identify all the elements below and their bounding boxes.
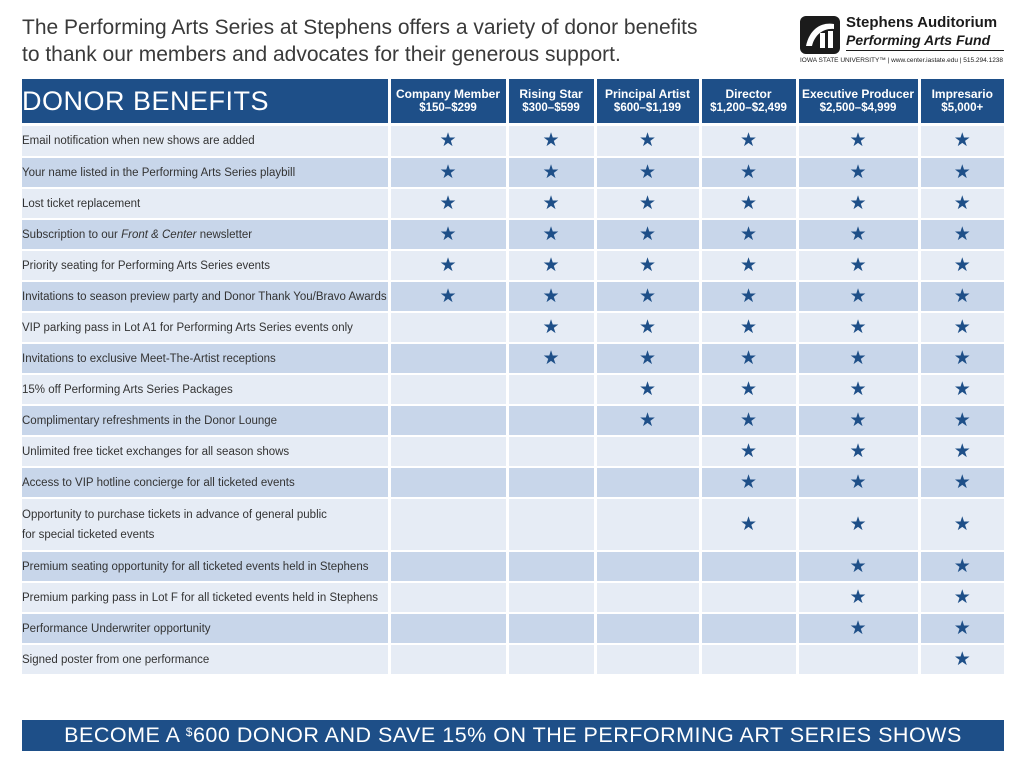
benefit-cell (700, 405, 797, 436)
star-icon: ★ (439, 191, 457, 214)
star-icon: ★ (849, 346, 867, 369)
benefit-cell (595, 551, 700, 582)
benefit-row (22, 281, 1004, 312)
benefit-label (22, 312, 389, 343)
star-icon: ★ (849, 554, 867, 577)
newsletter-name: Front & Center (121, 228, 197, 241)
star-icon: ★ (849, 408, 867, 431)
star-icon: ★ (542, 284, 560, 307)
benefit-row (22, 188, 1004, 219)
star-icon: ★ (849, 160, 867, 183)
star-icon: ★ (953, 284, 971, 307)
benefit-cell (919, 498, 1004, 551)
star-icon: ★ (542, 222, 560, 245)
benefit-cell (797, 281, 919, 312)
benefit-label (22, 281, 389, 312)
benefit-label-text: Invitations to exclusive Meet-The-Artist receptions (22, 352, 276, 365)
benefit-cell (595, 644, 700, 675)
star-icon: ★ (849, 377, 867, 400)
banner-text-start: BECOME A (64, 723, 186, 747)
tier-range: $150–$299 (419, 102, 477, 114)
benefit-cell (389, 467, 507, 498)
benefit-cell (919, 467, 1004, 498)
star-icon: ★ (739, 512, 758, 535)
star-icon: ★ (849, 222, 867, 245)
benefit-cell (797, 644, 919, 675)
benefit-cell (700, 374, 797, 405)
benefit-cell (507, 436, 595, 467)
intro-line-2: to thank our members and advocates for their generous support. (22, 43, 621, 66)
benefit-row (22, 405, 1004, 436)
benefit-cell (507, 644, 595, 675)
benefit-cell (389, 405, 507, 436)
benefit-cell (700, 219, 797, 250)
benefit-cell (797, 613, 919, 644)
star-icon: ★ (542, 346, 560, 369)
benefit-cell (507, 219, 595, 250)
star-icon: ★ (739, 191, 758, 214)
star-icon: ★ (638, 222, 657, 245)
benefit-cell (919, 582, 1004, 613)
benefit-cell (700, 582, 797, 613)
benefit-cell (919, 613, 1004, 644)
star-icon: ★ (953, 512, 971, 535)
star-icon: ★ (439, 253, 457, 276)
star-icon: ★ (953, 315, 971, 338)
benefit-label (22, 126, 389, 157)
star-icon: ★ (739, 160, 758, 183)
benefit-cell (797, 126, 919, 157)
tier-range: $5,000+ (941, 102, 984, 114)
benefit-cell (700, 613, 797, 644)
benefit-cell (507, 374, 595, 405)
benefit-cell (595, 343, 700, 374)
benefit-label-text: Unlimited free ticket exchanges for all season shows (22, 445, 290, 458)
benefit-row (22, 374, 1004, 405)
benefit-cell (919, 219, 1004, 250)
benefit-label (22, 436, 389, 467)
star-icon: ★ (739, 253, 758, 276)
star-icon: ★ (638, 129, 657, 151)
benefit-label-text: for special ticketed events (22, 528, 155, 541)
logo-title: Stephens Auditorium (846, 14, 998, 31)
benefit-label (22, 644, 389, 675)
benefit-cell (797, 343, 919, 374)
benefit-label (22, 157, 389, 188)
benefit-cell (389, 582, 507, 613)
benefit-cell (507, 582, 595, 613)
benefit-cell (595, 582, 700, 613)
benefit-label-text: newsletter (196, 228, 253, 241)
star-icon: ★ (739, 439, 758, 462)
benefit-row (22, 126, 1004, 157)
star-icon: ★ (953, 439, 971, 462)
benefit-cell (919, 250, 1004, 281)
benefit-row (22, 250, 1004, 281)
benefit-row (22, 312, 1004, 343)
benefit-cell (595, 312, 700, 343)
benefit-row (22, 613, 1004, 644)
benefit-cell (797, 405, 919, 436)
benefit-cell (595, 250, 700, 281)
benefit-cell (507, 157, 595, 188)
benefit-cell (919, 312, 1004, 343)
benefit-cell (919, 188, 1004, 219)
benefit-cell (700, 312, 797, 343)
star-icon: ★ (849, 616, 867, 639)
tier-header (919, 79, 1004, 123)
benefit-cell (389, 250, 507, 281)
star-icon: ★ (638, 284, 657, 307)
benefit-cell (797, 374, 919, 405)
benefit-cell (389, 551, 507, 582)
tier-name: Impresario (931, 87, 993, 101)
star-icon: ★ (739, 315, 758, 338)
banner-text-end: 600 DONOR AND SAVE 15% ON THE PERFORMING ART SERIES SHOWS (192, 723, 962, 747)
star-icon: ★ (542, 160, 560, 183)
benefit-label-text: VIP parking pass in Lot A1 for Performing Arts Series events only (22, 321, 353, 334)
star-icon: ★ (542, 191, 560, 214)
stephens-logo (800, 12, 1004, 70)
benefit-label-text: Priority seating for Performing Arts Series events (22, 259, 270, 272)
benefit-cell (797, 436, 919, 467)
benefit-cell (797, 498, 919, 551)
benefit-label (22, 188, 389, 219)
benefit-cell (389, 436, 507, 467)
benefit-cell (389, 312, 507, 343)
star-icon: ★ (953, 616, 971, 639)
benefit-cell (919, 281, 1004, 312)
tier-header (700, 79, 797, 123)
benefit-label-text: Your name listed in the Performing Arts Series playbill (22, 166, 296, 179)
benefit-cell (595, 188, 700, 219)
benefit-cell (389, 219, 507, 250)
benefit-cell (700, 467, 797, 498)
benefit-label-text: Subscription to our (22, 228, 122, 241)
benefit-cell (797, 467, 919, 498)
auditorium-logo-icon (800, 16, 840, 54)
benefit-row (22, 467, 1004, 498)
star-icon: ★ (953, 408, 971, 431)
star-icon: ★ (542, 253, 560, 276)
star-icon: ★ (849, 470, 867, 493)
star-icon: ★ (638, 160, 657, 183)
star-icon: ★ (439, 222, 457, 245)
star-icon: ★ (953, 160, 971, 183)
star-icon: ★ (953, 585, 971, 608)
benefit-label (22, 467, 389, 498)
star-icon: ★ (849, 253, 867, 276)
benefit-cell (797, 219, 919, 250)
donor-benefits-table (22, 79, 1004, 676)
benefit-cell (595, 405, 700, 436)
star-icon: ★ (849, 439, 867, 462)
star-icon: ★ (638, 315, 657, 338)
benefit-cell (507, 312, 595, 343)
benefit-row (22, 498, 1004, 551)
star-icon: ★ (849, 585, 867, 608)
star-icon: ★ (953, 129, 971, 151)
benefit-cell (919, 551, 1004, 582)
benefit-label-text: Complimentary refreshments in the Donor Lounge (22, 414, 278, 427)
benefit-cell (700, 498, 797, 551)
benefit-label-text: 15% off Performing Arts Series Packages (22, 383, 233, 396)
star-icon: ★ (953, 554, 971, 577)
benefit-cell (919, 644, 1004, 675)
star-icon: ★ (953, 253, 971, 276)
star-icon: ★ (739, 129, 758, 151)
benefit-cell (507, 126, 595, 157)
benefit-label (22, 613, 389, 644)
benefit-cell (595, 374, 700, 405)
benefit-label-text: Opportunity to purchase tickets in advance of general public (22, 508, 327, 521)
benefit-cell (389, 126, 507, 157)
benefit-label (22, 405, 389, 436)
benefit-label-text: Premium seating opportunity for all ticketed events held in Stephens (22, 560, 369, 573)
star-icon: ★ (542, 315, 560, 338)
benefit-label (22, 551, 389, 582)
benefit-cell (797, 157, 919, 188)
benefit-cell (797, 582, 919, 613)
intro-text (22, 14, 762, 68)
star-icon: ★ (739, 222, 758, 245)
star-icon: ★ (953, 647, 971, 670)
tier-range: $300–$599 (522, 102, 580, 114)
benefit-cell (919, 157, 1004, 188)
logo-subtitle: Performing Arts Fund (846, 32, 991, 48)
tier-header (797, 79, 919, 123)
benefit-cell (919, 405, 1004, 436)
benefit-cell (507, 498, 595, 551)
tier-name: Principal Artist (605, 87, 690, 101)
benefit-cell (389, 281, 507, 312)
star-icon: ★ (638, 377, 657, 400)
benefit-cell (919, 343, 1004, 374)
benefit-cell (700, 126, 797, 157)
tier-range: $1,200–$2,499 (710, 102, 787, 114)
tier-name: Company Member (395, 87, 501, 101)
benefit-cell (595, 281, 700, 312)
benefit-label-text: Premium parking pass in Lot F for all ticketed events held in Stephens (22, 591, 379, 604)
benefit-cell (507, 281, 595, 312)
benefit-cell (389, 498, 507, 551)
benefit-row (22, 436, 1004, 467)
star-icon: ★ (638, 346, 657, 369)
star-icon: ★ (739, 346, 758, 369)
tier-name: Director (725, 87, 772, 101)
star-icon: ★ (638, 253, 657, 276)
benefit-label (22, 498, 389, 551)
tier-header (595, 79, 700, 123)
benefit-cell (595, 157, 700, 188)
star-icon: ★ (953, 346, 971, 369)
benefit-cell (700, 644, 797, 675)
benefit-label-text: Access to VIP hotline concierge for all ticketed events (22, 476, 295, 489)
benefit-cell (507, 250, 595, 281)
intro-line-1: The Performing Arts Series at Stephens offers a variety of donor benefits (22, 16, 698, 39)
benefit-cell (389, 613, 507, 644)
benefit-row (22, 582, 1004, 613)
benefit-cell (700, 188, 797, 219)
benefit-label (22, 219, 389, 250)
benefit-cell (507, 551, 595, 582)
benefit-cell (507, 343, 595, 374)
benefit-row (22, 219, 1004, 250)
benefit-label-text: Signed poster from one performance (22, 653, 210, 666)
star-icon: ★ (542, 129, 560, 151)
benefit-label (22, 374, 389, 405)
star-icon: ★ (439, 160, 457, 183)
table-title: DONOR BENEFITS (22, 79, 389, 123)
benefit-cell (700, 281, 797, 312)
benefit-cell (595, 613, 700, 644)
benefit-label-text: Invitations to season preview party and Donor Thank You/Bravo Awards (22, 290, 387, 303)
tier-header (507, 79, 595, 123)
star-icon: ★ (953, 377, 971, 400)
star-icon: ★ (739, 470, 758, 493)
logo-divider (846, 50, 1004, 51)
banner-currency: $ (185, 725, 193, 739)
benefit-cell (389, 188, 507, 219)
benefit-cell (595, 219, 700, 250)
star-icon: ★ (849, 315, 867, 338)
benefit-cell (797, 188, 919, 219)
tier-range: $2,500–$4,999 (819, 102, 897, 114)
benefit-cell (507, 405, 595, 436)
benefit-label (22, 582, 389, 613)
tier-name: Executive Producer (801, 87, 915, 101)
benefit-cell (595, 126, 700, 157)
benefit-label-text: Lost ticket replacement (22, 197, 141, 210)
tier-name: Rising Star (519, 87, 583, 101)
star-icon: ★ (739, 408, 758, 431)
benefit-row (22, 644, 1004, 675)
star-icon: ★ (638, 191, 657, 214)
star-icon: ★ (953, 470, 971, 493)
tier-header (389, 79, 507, 123)
benefit-cell (919, 126, 1004, 157)
benefit-label (22, 250, 389, 281)
benefit-cell (595, 467, 700, 498)
benefit-label-text: Email notification when new shows are added (22, 135, 255, 147)
benefit-row (22, 551, 1004, 582)
star-icon: ★ (849, 129, 867, 151)
benefit-row (22, 343, 1004, 374)
tier-range: $600–$1,199 (613, 102, 682, 114)
star-icon: ★ (739, 284, 758, 307)
benefit-cell (507, 613, 595, 644)
star-icon: ★ (638, 408, 657, 431)
benefit-cell (919, 436, 1004, 467)
table-header (22, 79, 1004, 123)
benefit-cell (595, 436, 700, 467)
benefit-cell (389, 343, 507, 374)
benefit-cell (700, 157, 797, 188)
star-icon: ★ (849, 191, 867, 214)
benefit-cell (389, 374, 507, 405)
benefit-cell (700, 250, 797, 281)
benefit-row (22, 157, 1004, 188)
benefit-cell (919, 374, 1004, 405)
star-icon: ★ (739, 377, 758, 400)
benefit-cell (389, 157, 507, 188)
benefit-cell (595, 498, 700, 551)
promo-banner (22, 720, 1004, 751)
benefit-label-text: Performance Underwriter opportunity (22, 622, 211, 635)
benefit-cell (700, 436, 797, 467)
star-icon: ★ (849, 284, 867, 307)
star-icon: ★ (953, 191, 971, 214)
benefit-cell (507, 188, 595, 219)
benefit-label (22, 343, 389, 374)
logo-footer: IOWA STATE UNIVERSITY™ | www.center.iastate.edu | 515.294.1238 (800, 57, 1004, 64)
benefit-cell (389, 644, 507, 675)
benefit-cell (797, 312, 919, 343)
star-icon: ★ (953, 222, 971, 245)
star-icon: ★ (439, 284, 457, 307)
benefit-cell (700, 551, 797, 582)
star-icon: ★ (439, 129, 457, 151)
star-icon: ★ (849, 512, 867, 535)
benefit-cell (507, 467, 595, 498)
benefit-cell (797, 551, 919, 582)
benefit-cell (700, 343, 797, 374)
benefit-cell (797, 250, 919, 281)
